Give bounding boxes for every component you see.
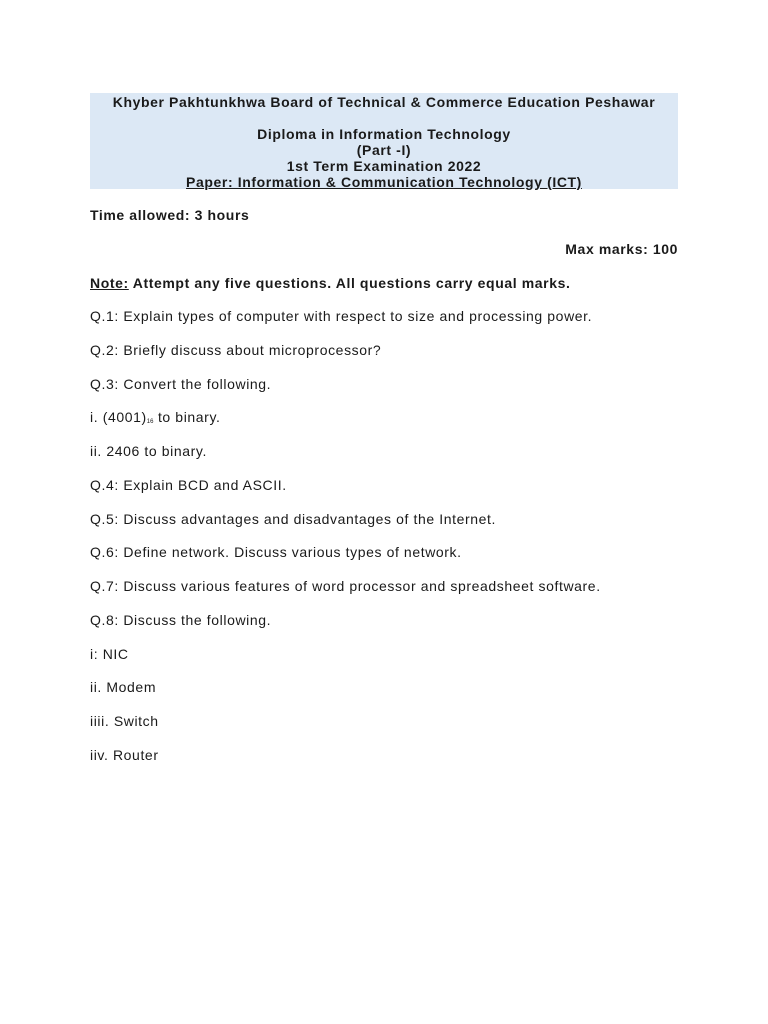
q3-i-base: 16	[146, 419, 154, 425]
question-3: Q.3: Convert the following.	[90, 376, 272, 392]
exam-term: 1st Term Examination 2022	[286, 158, 482, 174]
question-8-item-nic: i: NIC	[90, 646, 129, 662]
program-part: (Part -I)	[356, 142, 412, 158]
question-1: Q.1: Explain types of computer with respect to size and processing power.	[90, 308, 593, 324]
max-marks: Max marks: 100	[565, 241, 678, 257]
question-6: Q.6: Define network. Discuss various types of network.	[90, 544, 462, 560]
time-allowed: Time allowed: 3 hours	[90, 207, 250, 223]
program-name: Diploma in Information Technology	[257, 126, 511, 142]
question-3-part-ii: ii. 2406 to binary.	[90, 443, 207, 459]
exam-paper	[90, 93, 678, 763]
q3-i-suffix: to binary.	[153, 409, 221, 425]
note-text: Attempt any five questions. All questions carry equal marks.	[132, 275, 571, 291]
note-label: Note:	[90, 275, 129, 291]
paper-title: Paper: Information & Communication Technology (ICT)	[186, 174, 582, 190]
question-7: Q.7: Discuss various features of word processor and spreadsheet software.	[90, 578, 601, 594]
question-8-item-modem: ii. Modem	[90, 679, 157, 695]
question-8: Q.8: Discuss the following.	[90, 612, 272, 628]
question-3-part-i	[90, 409, 221, 430]
question-8-item-switch: iiii. Switch	[90, 713, 159, 729]
question-2: Q.2: Briefly discuss about microprocessor?	[90, 342, 382, 358]
question-4: Q.4: Explain BCD and ASCII.	[90, 477, 287, 493]
board-name: Khyber Pakhtunkhwa Board of Technical & Commerce Education Peshawar	[112, 94, 656, 110]
question-8-item-router: iiv. Router	[90, 747, 159, 763]
question-5: Q.5: Discuss advantages and disadvantages of the Internet.	[90, 511, 497, 527]
note-line	[90, 275, 570, 291]
exam-header	[90, 93, 678, 189]
q3-i-prefix: i. (4001)	[90, 409, 147, 425]
